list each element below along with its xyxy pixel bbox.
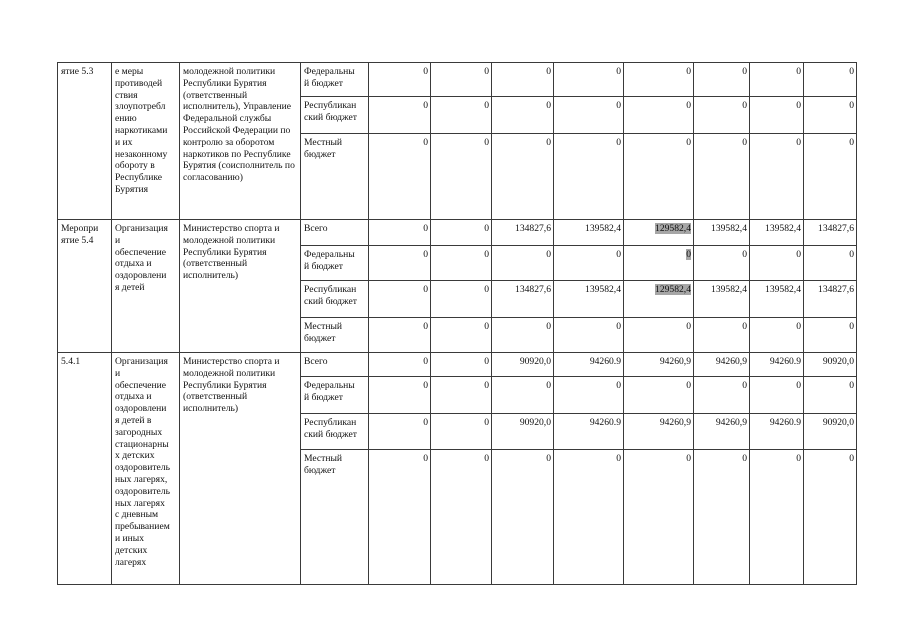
source-cell: Республикан ский бюджет <box>301 414 369 450</box>
value-cell: 0 <box>492 377 554 414</box>
value-cell: 0 <box>492 97 554 134</box>
value-cell: 0 <box>554 246 624 281</box>
value-cell: 0 <box>369 450 431 585</box>
value-cell: 0 <box>431 246 492 281</box>
value-cell: 90920,0 <box>804 353 857 377</box>
value-cell: 0 <box>369 318 431 353</box>
value-cell: 0 <box>804 246 857 281</box>
value-cell: 94260.9 <box>554 353 624 377</box>
value-cell: 0 <box>750 134 804 220</box>
source-cell: Федеральны й бюджет <box>301 63 369 97</box>
value-cell: 0 <box>624 377 694 414</box>
value-cell: 139582,4 <box>750 220 804 246</box>
value-cell: 0 <box>750 63 804 97</box>
value-cell: 0 <box>369 414 431 450</box>
value-cell: 0 <box>492 134 554 220</box>
value-cell: 0 <box>804 377 857 414</box>
value-cell: 0 <box>431 220 492 246</box>
value-cell: 0 <box>492 246 554 281</box>
table-row <box>58 220 857 246</box>
value-cell: 0 <box>804 134 857 220</box>
value-cell: 0 <box>624 450 694 585</box>
measure-id-cell: Меропри ятие 5.4 <box>58 220 112 353</box>
source-cell: Местный бюджет <box>301 450 369 585</box>
value-cell: 0 <box>804 63 857 97</box>
value-cell: 0 <box>554 377 624 414</box>
value-cell: 0 <box>431 134 492 220</box>
value-cell: 0 <box>369 353 431 377</box>
source-cell: Республикан ский бюджет <box>301 97 369 134</box>
value-cell: 0 <box>431 281 492 318</box>
value-cell: 139582,4 <box>694 281 750 318</box>
measure-name-cell: Организация и обеспечение отдыха и оздоровлени я детей <box>112 220 180 353</box>
value-cell: 94260,9 <box>624 353 694 377</box>
value-cell: 0 <box>369 246 431 281</box>
value-cell: 0 <box>694 63 750 97</box>
value-cell: 0 <box>369 281 431 318</box>
value-cell: 0 <box>694 246 750 281</box>
table-row <box>58 63 857 97</box>
value-cell: 0 <box>431 353 492 377</box>
value-cell: 0 <box>554 318 624 353</box>
value-cell <box>624 246 694 281</box>
executor-cell: молодежной политики Республики Бурятия (ответственный исполнитель), Управление Федеральной службы Российской Федерации по контролю за оборотом наркотиков по Республике Бурятия (соисполнитель по согласованию) <box>180 63 301 220</box>
source-cell: Местный бюджет <box>301 134 369 220</box>
value-cell: 0 <box>624 318 694 353</box>
value-cell: 0 <box>804 97 857 134</box>
value-cell: 134827,6 <box>492 220 554 246</box>
executor-cell: Министерство спорта и молодежной политики Республики Бурятия (ответственный исполнитель) <box>180 353 301 585</box>
value-cell: 0 <box>369 220 431 246</box>
value-cell: 0 <box>624 63 694 97</box>
value-cell: 0 <box>431 377 492 414</box>
measure-id-cell: 5.4.1 <box>58 353 112 585</box>
value-cell: 94260.9 <box>750 414 804 450</box>
value-cell: 90920,0 <box>492 414 554 450</box>
value-cell: 94260.9 <box>554 414 624 450</box>
value-cell: 0 <box>369 134 431 220</box>
value-cell: 0 <box>694 450 750 585</box>
highlighted-value: 129582,4 <box>655 223 691 234</box>
value-cell: 94260,9 <box>694 414 750 450</box>
executor-cell: Министерство спорта и молодежной политики Республики Бурятия (ответственный исполнитель) <box>180 220 301 353</box>
value-cell <box>624 220 694 246</box>
value-cell: 134827,6 <box>804 220 857 246</box>
table-row <box>58 353 857 377</box>
budget-table <box>57 62 857 585</box>
measure-name-cell: е меры противодей ствия злоупотребл ению наркотиками и их незаконному обороту в Республике Бурятия <box>112 63 180 220</box>
value-cell: 0 <box>431 414 492 450</box>
value-cell: 94260,9 <box>624 414 694 450</box>
value-cell: 94260,9 <box>694 353 750 377</box>
value-cell: 0 <box>554 450 624 585</box>
measure-name-cell: Организация и обеспечение отдыха и оздоровлени я детей в загородных стационарны х детских оздоровитель ных лагерях, оздоровитель ных лагерях с дневным пребыванием и иных детских лагерях <box>112 353 180 585</box>
value-cell: 0 <box>554 134 624 220</box>
value-cell: 0 <box>554 63 624 97</box>
value-cell: 94260.9 <box>750 353 804 377</box>
value-cell: 0 <box>492 450 554 585</box>
source-cell: Всего <box>301 220 369 246</box>
value-cell: 0 <box>431 63 492 97</box>
value-cell: 0 <box>431 318 492 353</box>
value-cell: 139582,4 <box>750 281 804 318</box>
source-cell: Федеральны й бюджет <box>301 377 369 414</box>
value-cell: 134827,6 <box>804 281 857 318</box>
value-cell: 139582,4 <box>554 220 624 246</box>
value-cell: 0 <box>750 377 804 414</box>
value-cell: 0 <box>750 97 804 134</box>
value-cell: 0 <box>694 377 750 414</box>
value-cell: 0 <box>492 318 554 353</box>
value-cell: 0 <box>804 450 857 585</box>
highlighted-value: 0 <box>686 249 691 260</box>
value-cell: 90920,0 <box>804 414 857 450</box>
value-cell: 0 <box>554 97 624 134</box>
value-cell: 0 <box>431 450 492 585</box>
value-cell: 0 <box>750 246 804 281</box>
highlighted-value: 129582,4 <box>655 284 691 295</box>
value-cell: 0 <box>431 97 492 134</box>
value-cell: 0 <box>369 63 431 97</box>
value-cell: 139582,4 <box>694 220 750 246</box>
value-cell: 90920,0 <box>492 353 554 377</box>
value-cell: 0 <box>694 318 750 353</box>
value-cell: 139582,4 <box>554 281 624 318</box>
value-cell: 0 <box>804 318 857 353</box>
value-cell: 0 <box>694 97 750 134</box>
value-cell: 134827,6 <box>492 281 554 318</box>
value-cell: 0 <box>492 63 554 97</box>
value-cell <box>624 281 694 318</box>
source-cell: Всего <box>301 353 369 377</box>
measure-id-cell: ятие 5.3 <box>58 63 112 220</box>
value-cell: 0 <box>369 97 431 134</box>
value-cell: 0 <box>369 377 431 414</box>
value-cell: 0 <box>750 450 804 585</box>
value-cell: 0 <box>694 134 750 220</box>
source-cell: Республикан ский бюджет <box>301 281 369 318</box>
source-cell: Местный бюджет <box>301 318 369 353</box>
value-cell: 0 <box>624 97 694 134</box>
value-cell: 0 <box>624 134 694 220</box>
value-cell: 0 <box>750 318 804 353</box>
source-cell: Федеральны й бюджет <box>301 246 369 281</box>
